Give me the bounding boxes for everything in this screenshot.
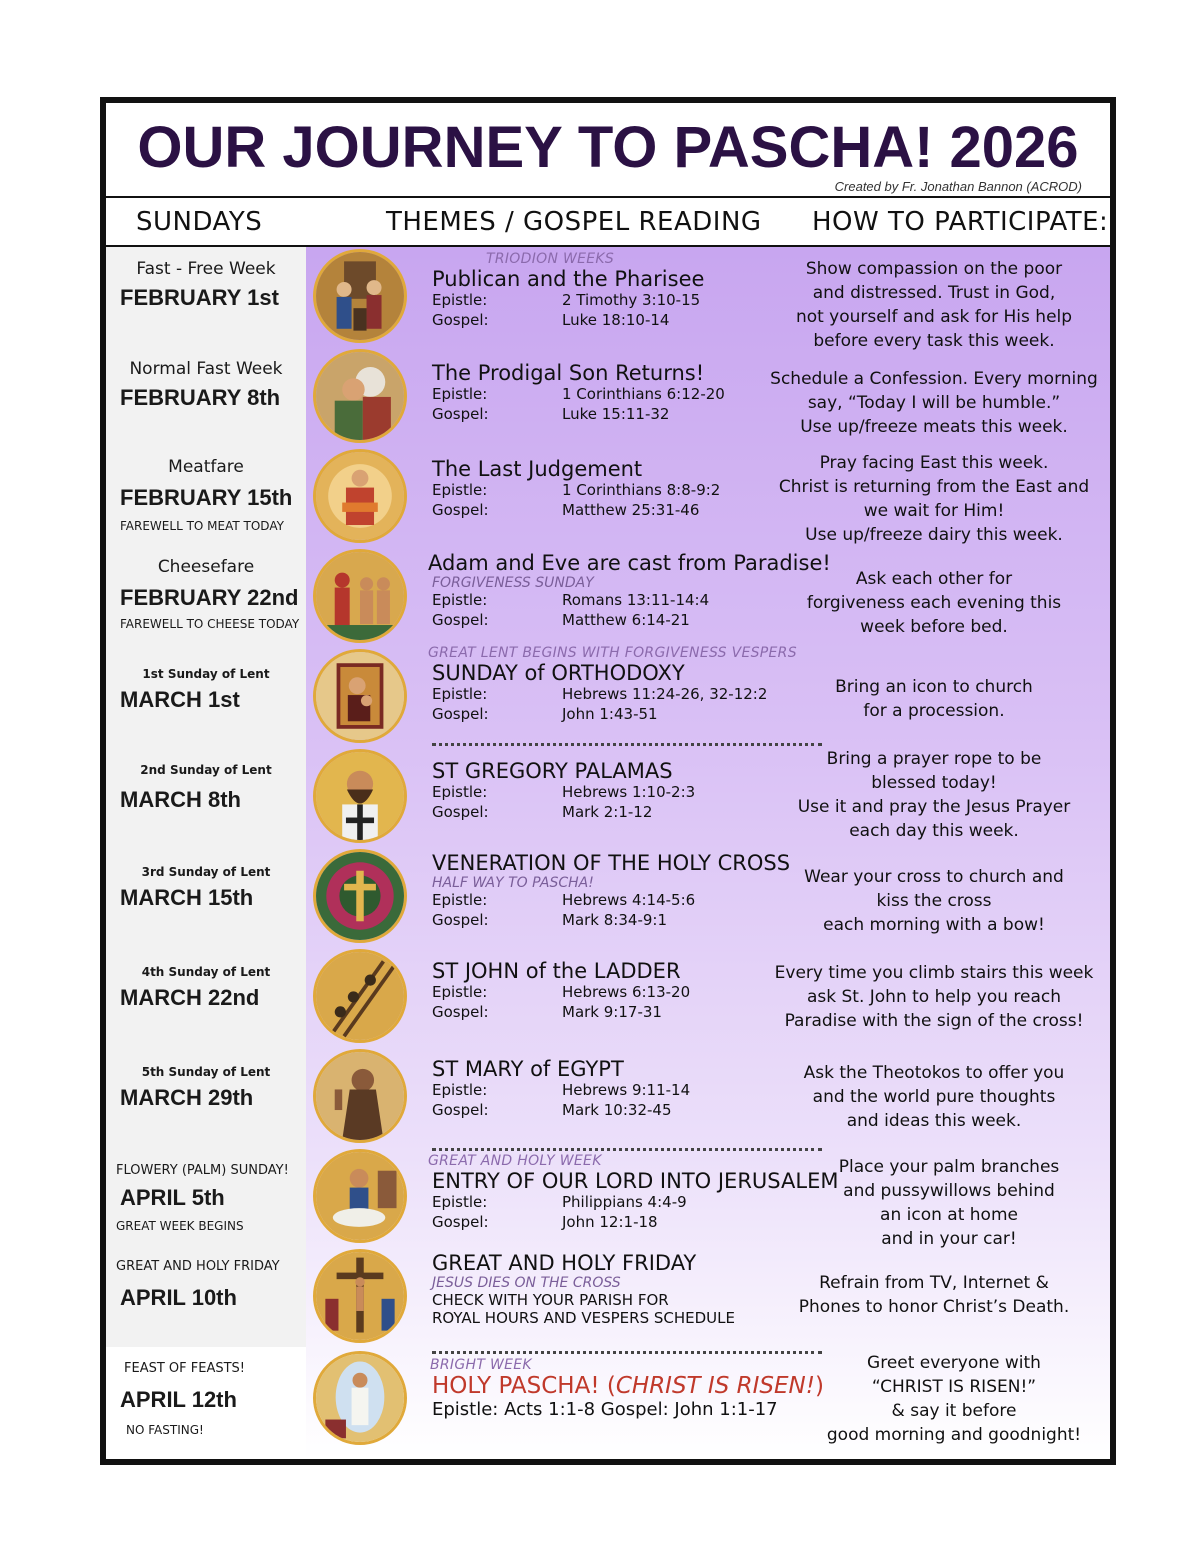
sunday-cell	[106, 1347, 306, 1459]
epistle-ref: Hebrews 4:14-5:6	[562, 891, 696, 909]
schedule-note: ROYAL HOURS AND VESPERS SCHEDULE	[432, 1309, 735, 1327]
schedule-row	[106, 847, 1110, 947]
epistle-label: Epistle:	[432, 983, 488, 1001]
credit: Created by Fr. Jonathan Bannon (ACROD)	[834, 179, 1082, 194]
section-label: GREAT AND HOLY WEEK	[428, 1153, 602, 1169]
schedule-row	[106, 1347, 1110, 1459]
sunday-cell	[106, 1047, 306, 1149]
participate-cell	[766, 367, 1102, 439]
gospel-ref: Luke 18:10-14	[562, 311, 670, 329]
schedule-row	[106, 747, 1110, 847]
participate-line: week before bed.	[860, 617, 1008, 637]
sunday-date: MARCH 1st	[120, 687, 240, 712]
schedule-row	[106, 547, 1110, 647]
theme-title-main: HOLY PASCHA! (	[432, 1373, 616, 1399]
participate-line: Show compassion on the poor	[805, 259, 1063, 279]
theme-title: The Prodigal Son Returns!	[432, 361, 705, 385]
participate-line: Bring a prayer rope to be	[826, 749, 1042, 769]
gospel-label: Gospel:	[432, 911, 489, 929]
participate-line: we wait for Him!	[863, 501, 1005, 521]
participate-line: Place your palm branches	[838, 1157, 1060, 1177]
sunday-cell	[106, 947, 306, 1049]
participate-line: Christ is returning from the East and	[778, 477, 1090, 497]
participate-cell	[796, 1155, 1102, 1251]
participate-cell	[806, 1351, 1102, 1447]
sunday-cell	[106, 647, 306, 749]
sunday-date: MARCH 22nd	[120, 985, 260, 1010]
epistle-label: Epistle:	[432, 591, 488, 609]
gospel-label: Gospel:	[432, 1003, 489, 1021]
participate-line: Every time you climb stairs this week	[774, 963, 1094, 983]
participate-line: and distressed. Trust in God,	[812, 283, 1056, 303]
column-header-participate: HOW TO PARTICIPATE:	[812, 207, 1109, 237]
theme-title: Adam and Eve are cast from Paradise!	[428, 551, 831, 575]
schedule-row	[106, 1047, 1110, 1147]
participate-line: Schedule a Confession. Every morning	[770, 369, 1098, 389]
sunday-date: FEBRUARY 15th	[120, 485, 293, 510]
participate-line: & say it before	[891, 1401, 1017, 1421]
week-label: 2nd Sunday of Lent	[140, 763, 272, 777]
week-label: Fast - Free Week	[136, 259, 276, 279]
sunday-note: FAREWELL TO MEAT TODAY	[120, 519, 284, 533]
participate-line: and pussywillows behind	[843, 1181, 1055, 1201]
participate-line: not yourself and ask for His help	[795, 307, 1073, 327]
participate-line: before every task this week.	[813, 331, 1055, 351]
sunday-date: MARCH 29th	[120, 1085, 254, 1110]
column-header-themes: THEMES / GOSPEL READING	[386, 207, 762, 237]
gospel-ref: Mark 8:34-9:1	[562, 911, 667, 929]
sunday-cell	[106, 447, 306, 549]
schedule-row	[106, 947, 1110, 1047]
participate-line: Ask each other for	[855, 569, 1013, 589]
sunday-date: MARCH 8th	[120, 787, 241, 812]
sunday-cell	[106, 1147, 306, 1249]
week-label: Meatfare	[168, 457, 244, 477]
participate-line: for a procession.	[863, 701, 1005, 721]
sunday-date: APRIL 10th	[120, 1285, 237, 1310]
participate-line: each morning with a bow!	[823, 915, 1045, 935]
epistle-label: Epistle:	[432, 291, 488, 309]
participate-line: Use it and pray the Jesus Prayer	[797, 797, 1071, 817]
gospel-label: Gospel:	[432, 311, 489, 329]
theme-title: SUNDAY of ORTHODOXY	[432, 661, 685, 685]
participate-line: Use up/freeze meats this week.	[800, 417, 1068, 437]
sunday-date: FEBRUARY 8th	[120, 385, 281, 410]
participate-line: Bring an icon to church	[835, 677, 1033, 697]
schedule-row	[106, 247, 1110, 351]
sunday-cell	[106, 847, 306, 949]
gospel-ref: Luke 15:11-32	[562, 405, 670, 423]
week-label: GREAT AND HOLY FRIDAY	[116, 1259, 280, 1274]
gospel-ref: Matthew 6:14-21	[562, 611, 690, 629]
crucifixion-icon	[313, 1249, 407, 1343]
sunday-cell	[106, 247, 306, 349]
sunday-date: APRIL 5th	[120, 1185, 225, 1210]
epistle-ref: Romans 13:11-14:4	[562, 591, 710, 609]
participate-line: Wear your cross to church and	[804, 867, 1064, 887]
epistle-ref: Hebrews 6:13-20	[562, 983, 691, 1001]
schedule-row	[106, 1147, 1110, 1247]
poster	[100, 97, 1116, 1465]
gospel-label: Gospel:	[432, 501, 489, 519]
sunday-date: MARCH 15th	[120, 885, 254, 910]
gospel-ref: Mark 10:32-45	[562, 1101, 672, 1119]
gospel-ref: John 1:43-51	[562, 705, 658, 723]
week-label: 3rd Sunday of Lent	[141, 865, 271, 879]
epistle-label: Epistle:	[432, 891, 488, 909]
participate-cell	[766, 451, 1102, 547]
readings: Epistle: Acts 1:1-8 Gospel: John 1:1-17	[432, 1399, 778, 1420]
gospel-ref: Mark 2:1-12	[562, 803, 653, 821]
publican-pharisee-icon	[313, 249, 407, 343]
theme-title: GREAT AND HOLY FRIDAY	[432, 1251, 697, 1275]
schedule	[106, 247, 1110, 1459]
gospel-label: Gospel:	[432, 611, 489, 629]
sunday-note: FAREWELL TO CHEESE TODAY	[120, 617, 300, 631]
epistle-label: Epistle:	[432, 481, 488, 499]
week-label: 5th Sunday of Lent	[141, 1065, 271, 1079]
gospel-label: Gospel:	[432, 1213, 489, 1231]
participate-line: and the world pure thoughts	[812, 1087, 1056, 1107]
gospel-label: Gospel:	[432, 803, 489, 821]
sunday-date: FEBRUARY 22nd	[120, 585, 299, 610]
adam-eve-icon	[313, 549, 407, 643]
participate-cell	[766, 747, 1102, 843]
participate-line: kiss the cross	[876, 891, 992, 911]
sunday-note: NO FASTING!	[126, 1423, 204, 1437]
theme-subtitle: HALF WAY TO PASCHA!	[432, 875, 594, 891]
schedule-row	[106, 1247, 1110, 1347]
gospel-ref: Matthew 25:31-46	[562, 501, 700, 519]
participate-line: blessed today!	[871, 773, 997, 793]
schedule-row	[106, 447, 1110, 547]
theme-title: Publican and the Pharisee	[432, 267, 705, 291]
gospel-ref: Mark 9:17-31	[562, 1003, 662, 1021]
participate-cell	[766, 961, 1102, 1033]
participate-line: forgiveness each evening this	[806, 593, 1062, 613]
schedule-row	[106, 347, 1110, 447]
epistle-ref: Philippians 4:4-9	[562, 1193, 687, 1211]
theme-subtitle: JESUS DIES ON THE CROSS	[432, 1275, 621, 1291]
week-label: FLOWERY (PALM) SUNDAY!	[116, 1163, 289, 1178]
theme-title: ST GREGORY PALAMAS	[432, 759, 673, 783]
participate-line: good morning and goodnight!	[826, 1425, 1082, 1445]
participate-line: Pray facing East this week.	[819, 453, 1049, 473]
participate-line: Ask the Theotokos to offer you	[803, 1063, 1065, 1083]
theme-title: ST MARY of EGYPT	[432, 1057, 624, 1081]
epistle-ref: Hebrews 1:10-2:3	[562, 783, 696, 801]
theme-title: ST JOHN of the LADDER	[432, 959, 681, 983]
epistle-ref: 1 Corinthians 8:8-9:2	[562, 481, 721, 499]
gospel-label: Gospel:	[432, 1101, 489, 1119]
sunday-cell	[106, 1247, 306, 1349]
sunday-cell	[106, 747, 306, 849]
theotokos-icon	[313, 649, 407, 743]
participate-line: and ideas this week.	[846, 1111, 1022, 1131]
participate-line: Phones to honor Christ’s Death.	[798, 1297, 1070, 1317]
prodigal-son-icon	[313, 349, 407, 443]
entry-jerusalem-icon	[313, 1149, 407, 1243]
epistle-label: Epistle:	[432, 1081, 488, 1099]
participate-line: ask St. John to help you reach	[806, 987, 1062, 1007]
schedule-row	[106, 647, 1110, 747]
participate-line: Paradise with the sign of the cross!	[784, 1011, 1084, 1031]
participate-line: Greet everyone with	[867, 1353, 1041, 1373]
section-label: BRIGHT WEEK	[430, 1357, 532, 1373]
sunday-cell	[106, 547, 306, 649]
participate-line: “CHRIST IS RISEN!”	[871, 1377, 1037, 1397]
st-gregory-icon	[313, 749, 407, 843]
theme-title: ENTRY OF OUR LORD INTO JERUSALEM	[432, 1169, 839, 1193]
epistle-ref: Hebrews 9:11-14	[562, 1081, 691, 1099]
holy-cross-icon	[313, 849, 407, 943]
week-label: Normal Fast Week	[129, 359, 283, 379]
epistle-label: Epistle:	[432, 1193, 488, 1211]
gospel-label: Gospel:	[432, 705, 489, 723]
week-label: FEAST OF FEASTS!	[124, 1361, 245, 1376]
participate-cell	[766, 1061, 1102, 1133]
theme-title-emphasis: CHRIST IS RISEN!	[615, 1373, 815, 1399]
participate-cell	[766, 865, 1102, 937]
resurrection-icon	[313, 1351, 407, 1445]
epistle-label: Epistle:	[432, 685, 488, 703]
sunday-date: APRIL 12th	[120, 1387, 237, 1412]
gospel-label: Gospel:	[432, 405, 489, 423]
section-label: TRIODION WEEKS	[486, 251, 615, 267]
participate-line: Refrain from TV, Internet &	[819, 1273, 1049, 1293]
participate-line: an icon at home	[880, 1205, 1018, 1225]
week-label: 4th Sunday of Lent	[141, 965, 271, 979]
epistle-label: Epistle:	[432, 385, 488, 403]
participate-line: say, “Today I will be humble.”	[807, 393, 1061, 413]
participate-line: and in your car!	[881, 1229, 1017, 1249]
ladder-icon	[313, 949, 407, 1043]
participate-cell	[766, 675, 1102, 723]
participate-line: each day this week.	[849, 821, 1019, 841]
epistle-ref: 1 Corinthians 6:12-20	[562, 385, 725, 403]
section-label: GREAT LENT BEGINS WITH FORGIVENESS VESPERS	[428, 645, 797, 661]
participate-cell	[766, 567, 1102, 639]
week-label: Cheesefare	[157, 557, 255, 577]
theme-title: The Last Judgement	[432, 457, 643, 481]
participate-cell	[766, 1271, 1102, 1319]
epistle-ref: 2 Timothy 3:10-15	[562, 291, 701, 309]
participate-cell	[766, 257, 1102, 353]
page-title: OUR JOURNEY TO PASCHA! 2026	[137, 115, 1079, 180]
sunday-cell	[106, 347, 306, 449]
column-header-sundays: SUNDAYS	[136, 207, 263, 237]
theme-title: VENERATION OF THE HOLY CROSS	[432, 851, 791, 875]
sunday-note: GREAT WEEK BEGINS	[116, 1219, 244, 1233]
schedule-note: CHECK WITH YOUR PARISH FOR	[432, 1291, 669, 1309]
divider	[106, 196, 1110, 198]
gospel-ref: John 12:1-18	[562, 1213, 658, 1231]
participate-line: Use up/freeze dairy this week.	[805, 525, 1063, 545]
theme-subtitle: FORGIVENESS SUNDAY	[432, 575, 594, 591]
epistle-ref: Hebrews 11:24-26, 32-12:2	[562, 685, 768, 703]
last-judgement-icon	[313, 449, 407, 543]
sunday-date: FEBRUARY 1st	[120, 285, 279, 310]
epistle-label: Epistle:	[432, 783, 488, 801]
theme-title-end: )	[814, 1373, 824, 1399]
week-label: 1st Sunday of Lent	[142, 667, 270, 681]
st-mary-egypt-icon	[313, 1049, 407, 1143]
